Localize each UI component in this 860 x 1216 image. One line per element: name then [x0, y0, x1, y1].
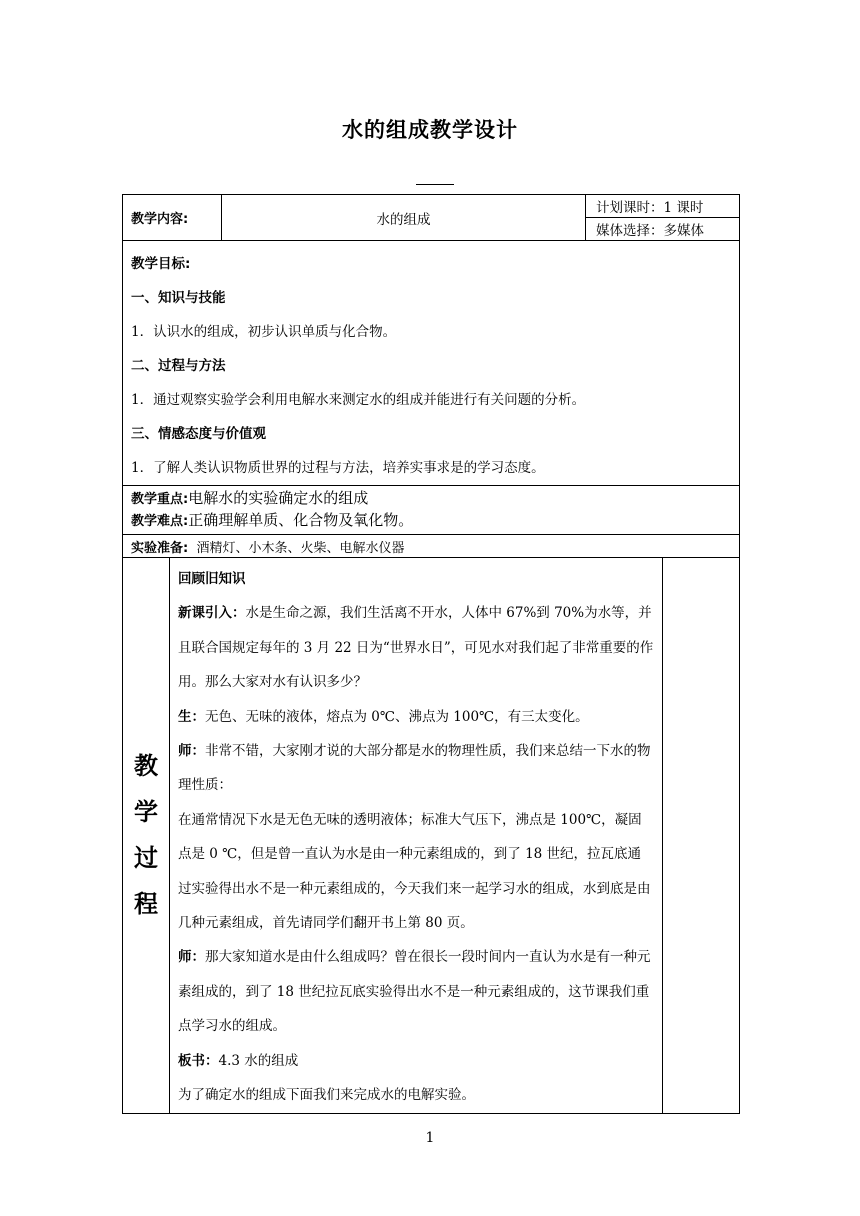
side-char-3: 过: [134, 844, 158, 873]
difficulty-label: 教学难点:: [131, 514, 189, 529]
teacher-label-2: 师：: [178, 949, 205, 966]
teacher-text-1: 非常不错，大家刚才说的大部分都是水的物理性质，我们来总结一下水的物理性质：: [178, 743, 651, 794]
objective-title-2: 二、过程与方法: [131, 358, 226, 374]
side-char-4: 程: [134, 890, 158, 919]
closing-paragraph: 为了确定水的组成下面我们来完成水的电解实验。: [178, 1087, 475, 1104]
student-paragraph: [178, 700, 654, 734]
schedule-cell: [586, 195, 740, 241]
teacher-paragraph-2: [178, 940, 654, 1043]
document-title: 水的组成教学设计: [342, 118, 518, 142]
teacher-paragraph-1: [178, 734, 654, 803]
focus-label: 教学重点:: [131, 492, 189, 507]
content-value: 水的组成: [222, 195, 586, 241]
teacher-label-1: 师：: [178, 743, 205, 760]
board-label: 板书：: [178, 1052, 219, 1069]
board-text: 4.3 水的组成: [218, 1052, 299, 1069]
planned-hours: 计划课时：1 课时: [586, 195, 739, 218]
process-content: [170, 558, 663, 1114]
objective-title-1: 一、知识与技能: [131, 290, 226, 306]
objectives-cell: [123, 241, 740, 486]
student-text: 无色、无味的液体，熔点为 0℃、沸点为 100℃，有三太变化。: [205, 708, 589, 725]
preparation-cell: [123, 535, 740, 558]
title-underline: [416, 184, 454, 185]
intro-paragraph: [178, 596, 654, 699]
focus-text: 电解水的实验确定水的组成: [188, 489, 369, 507]
media-choice: 媒体选择：多媒体: [596, 223, 705, 239]
teacher-text-2: 那大家知道水是由什么组成吗？曾在很长一段时间内一直认为水是有一种元素组成的，到了 18 世纪拉瓦底实验得出水不是一种元素组成的，这节课我们重点学习水的组成。: [178, 949, 651, 1035]
header-row: [123, 195, 740, 241]
objective-title-3: 三、情感态度与价值观: [131, 426, 266, 442]
content-label: 教学内容:: [123, 195, 222, 241]
objective-text-2: 1．通过观察实验学会利用电解水来测定水的组成并能进行有关问题的分析。: [131, 392, 586, 408]
preparation-label: 实验准备:: [131, 540, 189, 556]
key-points-row: [123, 486, 740, 535]
preparation-row: [123, 535, 740, 558]
process-side-label: [123, 558, 170, 1114]
lesson-plan-table: [122, 194, 740, 1114]
board-paragraph: [178, 1044, 654, 1078]
side-char-1: 教: [134, 752, 158, 781]
objective-text-3: 1．了解人类认识物质世界的过程与方法，培养实事求是的学习态度。: [131, 460, 545, 476]
side-char-2: 学: [134, 798, 158, 827]
objective-text-1: 1．认识水的组成，初步认识单质与化合物。: [131, 324, 397, 340]
process-notes-column: [663, 558, 740, 1114]
intro-text: 水是生命之源，我们生活离不开水，人体中 67%到 70%为水等，并且联合国规定每年的 3 月 22 日为“世界水日”，可见水对我们起了非常重要的作用。那么大家对水有认识多少？: [178, 605, 654, 691]
physical-properties-paragraph: 在通常情况下水是无色无味的透明液体；标准大气压下，沸点是 100℃，凝固点是 0 ℃，但是曾一直认为水是由一种元素组成的，到了 18 世纪，拉瓦底通过实验得出水不是一种元素组成的，今天我们来一起学习水的组成，水到底是由几种元素组成，首先请同学们翻开书上第 80 页。: [178, 811, 651, 932]
student-label: 生：: [178, 708, 205, 725]
difficulty-text: 正确理解单质、化合物及氧化物。: [188, 511, 414, 529]
preparation-text: 酒精灯、小木条、火柴、电解水仪器: [196, 540, 405, 556]
objectives-row: [123, 241, 740, 486]
review-heading: 回顾旧知识: [178, 571, 246, 587]
intro-label: 新课引入：: [178, 605, 246, 622]
process-row: [123, 558, 740, 1114]
key-points-cell: [123, 486, 740, 535]
objectives-heading: 教学目标:: [131, 256, 191, 272]
page-number: 1: [425, 1130, 435, 1146]
